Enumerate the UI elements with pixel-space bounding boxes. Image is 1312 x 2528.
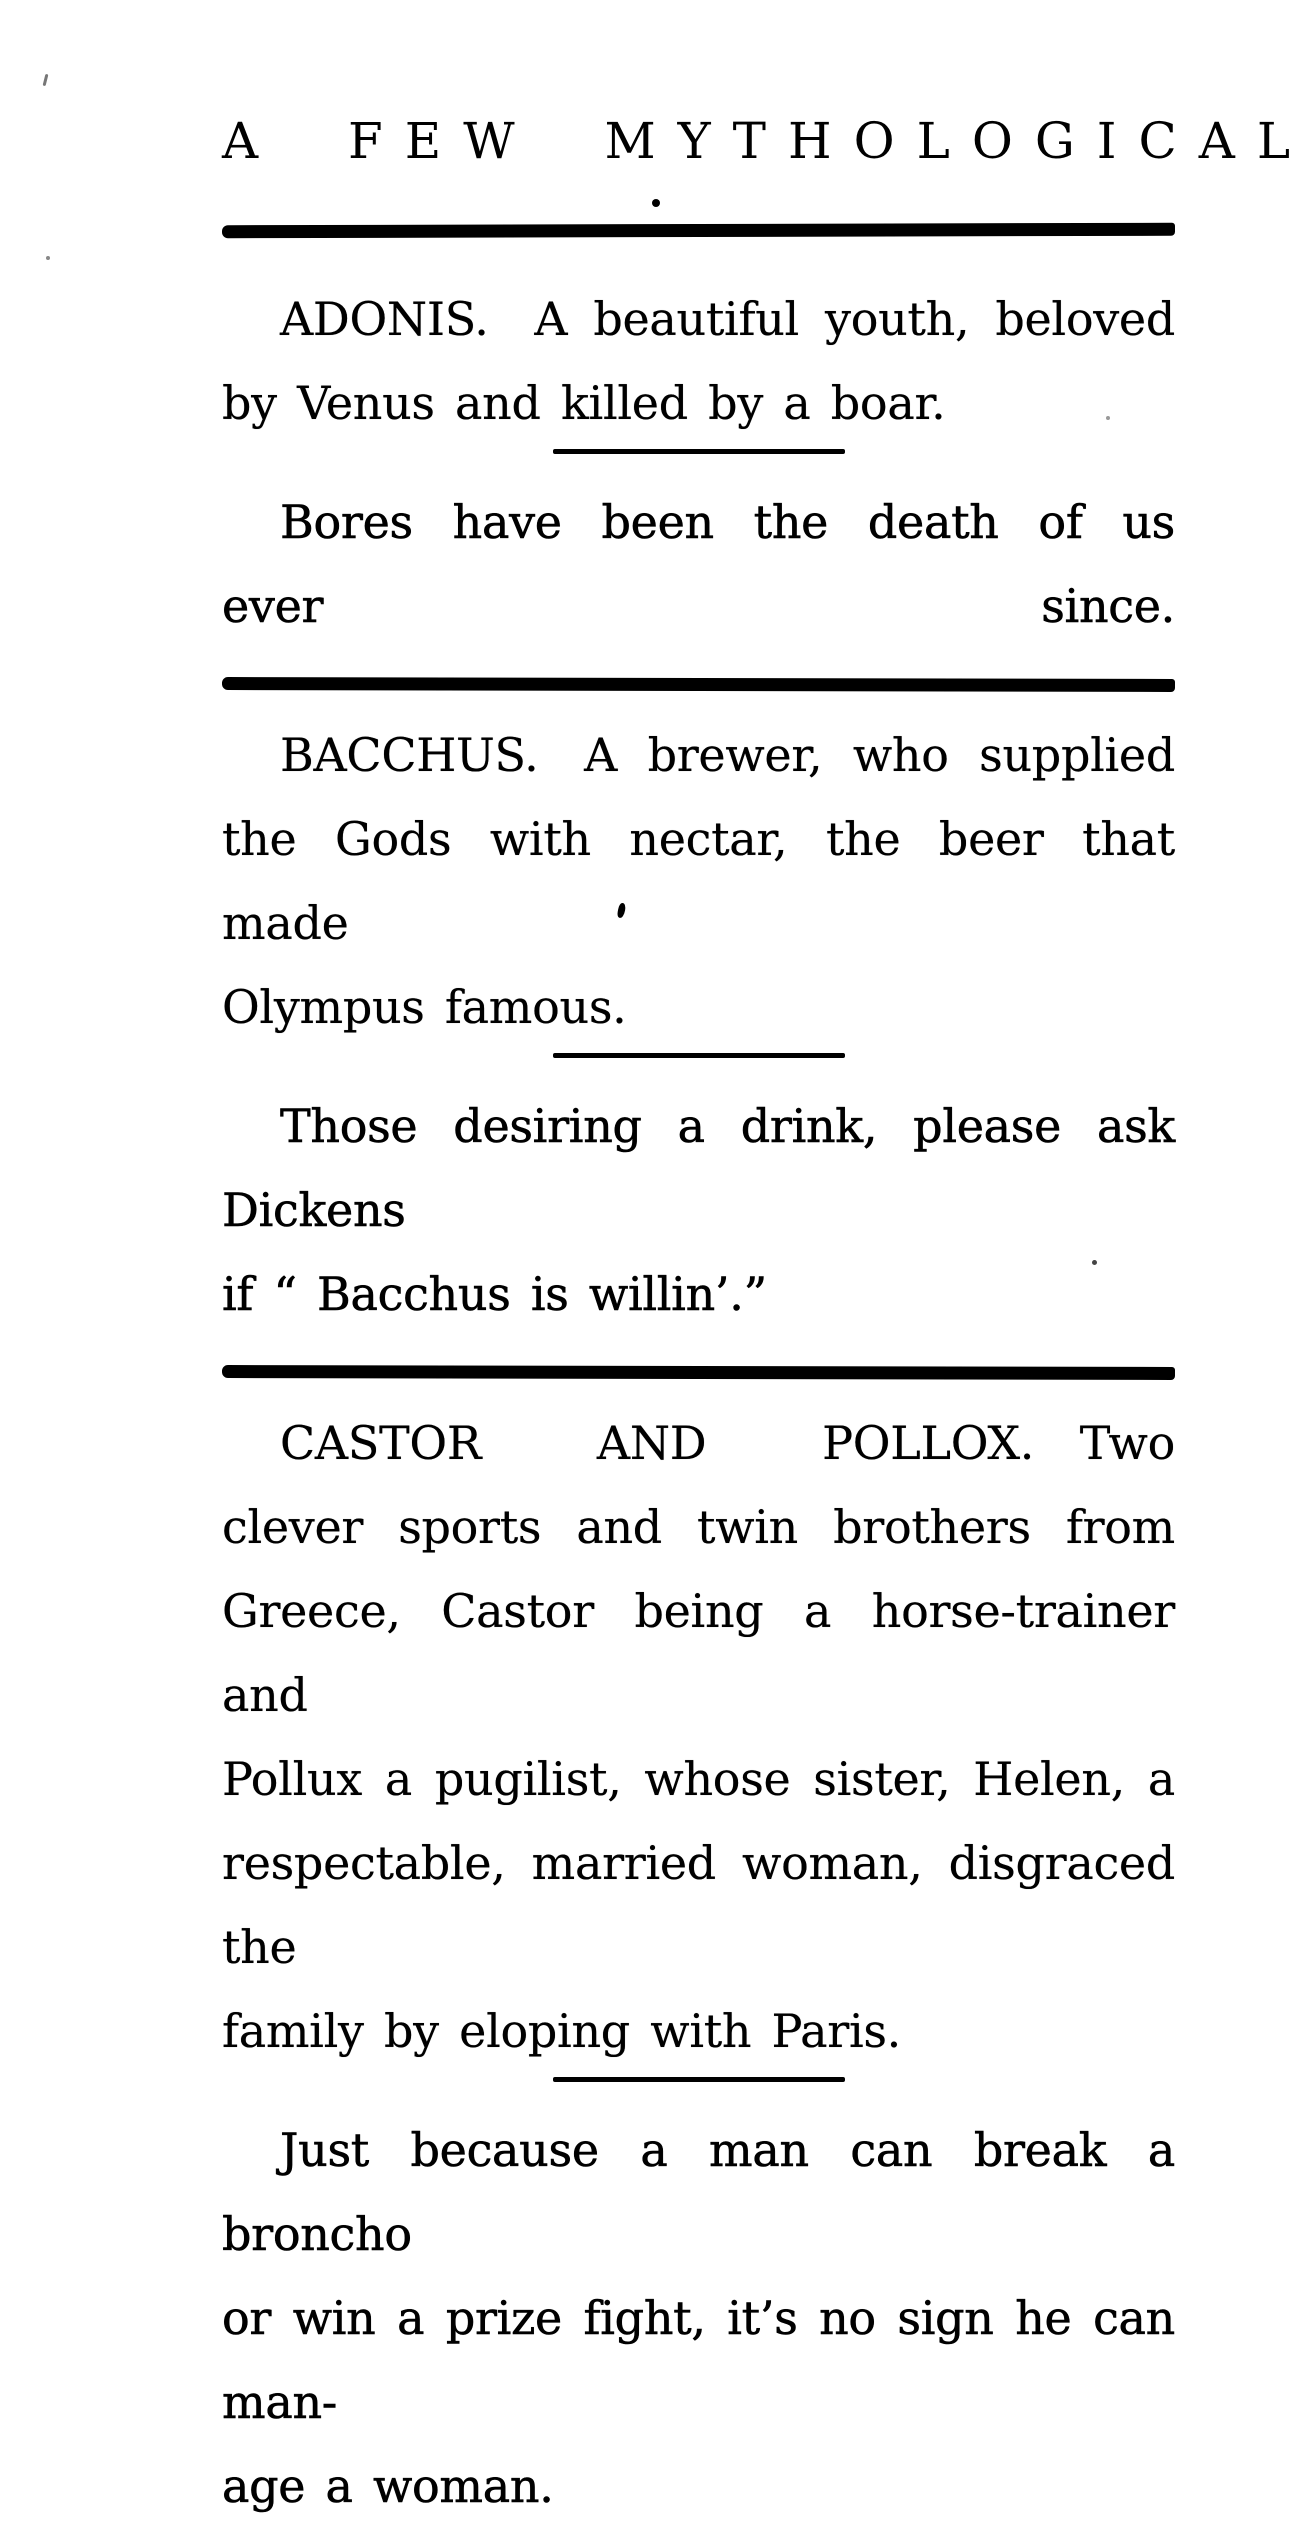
entry-paragraph	[222, 713, 1175, 1049]
gag-paragraph	[222, 2108, 1175, 2528]
entry-gag-separator-rule	[553, 1053, 845, 1058]
page-title: A FEW MYTHOLOGICAL	[222, 112, 1312, 170]
entry-gag-separator-rule	[553, 449, 845, 454]
scan-speck	[1092, 1260, 1097, 1265]
section-divider-rule	[222, 1365, 1175, 1380]
scan-speck	[1106, 416, 1110, 420]
entry-line: clever sports and twin brothers from	[222, 1500, 1175, 1554]
entry-line: Pollux a pugilist, whose sister, Helen, a	[222, 1752, 1175, 1806]
header-rule	[222, 223, 1175, 238]
gag-line: Just because a man can break a broncho	[222, 2123, 1175, 2261]
gag-paragraph	[222, 480, 1175, 648]
scan-speck	[46, 256, 50, 260]
entry-line: family by eloping with Paris.	[222, 2004, 901, 2058]
entry-line: respectable, married woman, disgraced the	[222, 1836, 1175, 1974]
entry-paragraph	[222, 277, 1175, 445]
entry-line: BACCHUS. A brewer, who supplied	[280, 728, 1175, 782]
gag-paragraph	[222, 1084, 1175, 1336]
entry-line: Olympus famous.	[222, 980, 627, 1034]
entry-line: the Gods with nectar, the beer that made	[222, 812, 1175, 950]
entry-line: CASTOR AND POLLOX. Two	[280, 1416, 1175, 1470]
gag-line: age a woman.	[222, 2459, 554, 2513]
page-content	[222, 0, 1312, 2528]
gag-line: if “ Bacchus is willin’.”	[222, 1267, 767, 1321]
entry-gag-separator-rule	[553, 2077, 845, 2082]
gag-line: Bores have been the death of us ever since.	[222, 495, 1175, 633]
entry-line: Greece, Castor being a horse-trainer and	[222, 1584, 1175, 1722]
gag-line: Those desiring a drink, please ask Dickens	[222, 1099, 1175, 1237]
entry-section-bacchus	[222, 713, 1175, 1336]
gag-line: or win a prize fight, it’s no sign he can man-	[222, 2291, 1175, 2429]
scan-speck	[652, 199, 660, 207]
entry-paragraph	[222, 1401, 1175, 2073]
entry-section-castor-and-pollox	[222, 1401, 1175, 2528]
scan-speck	[43, 74, 49, 86]
entry-section-adonis	[222, 277, 1175, 648]
section-divider-rule	[222, 677, 1175, 692]
entry-line: ADONIS. A beautiful youth, beloved	[280, 292, 1175, 346]
entry-line: by Venus and killed by a boar.	[222, 376, 946, 430]
